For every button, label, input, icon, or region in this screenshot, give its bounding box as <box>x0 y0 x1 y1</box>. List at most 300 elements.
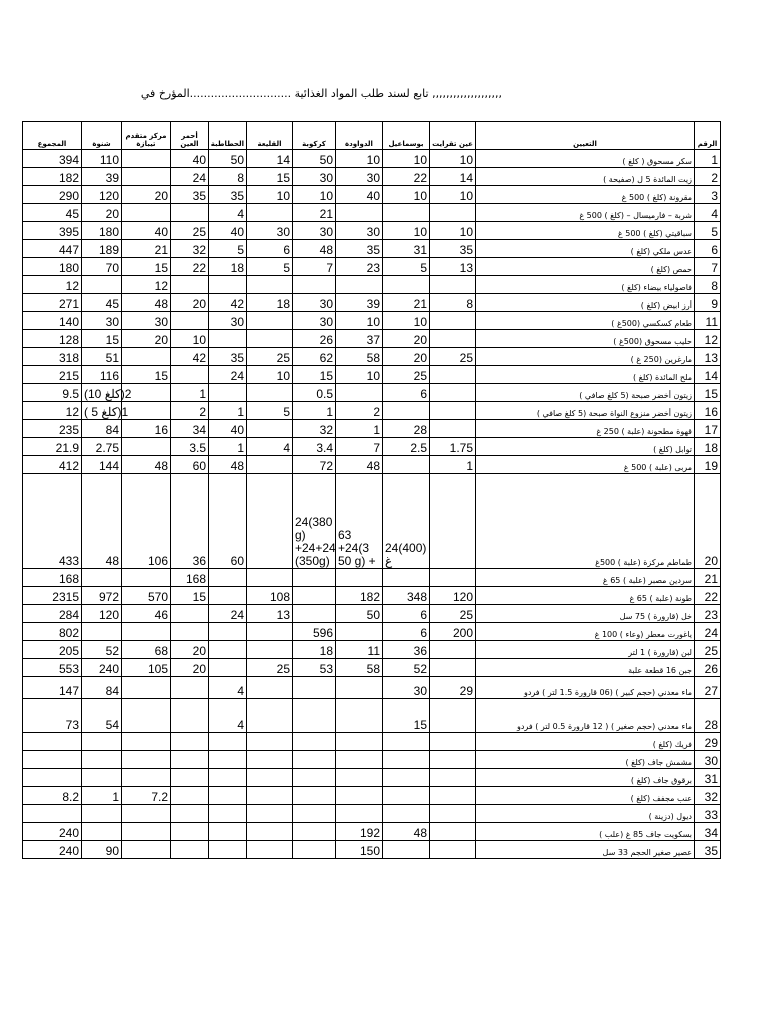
cell-item: مارغرين (250 غ ) <box>476 348 695 366</box>
cell-tagurait <box>430 366 476 384</box>
cell-kraouia: 30 <box>293 312 336 330</box>
cell-item: برقوق جاف (كلغ ) <box>476 769 695 787</box>
cell-douaouda: 63 +24(3 50 g) + <box>336 474 383 569</box>
cell-total: 394 <box>23 150 82 168</box>
cell-markaz <box>122 677 171 699</box>
cell-douaouda: 23 <box>336 258 383 276</box>
cell-ahmar <box>171 366 209 384</box>
table-row <box>23 641 721 659</box>
cell-douaouda <box>336 569 383 587</box>
cell-tagurait <box>430 641 476 659</box>
cell-tatlatla <box>209 587 247 605</box>
cell-kraouia <box>293 787 336 805</box>
cell-qlaia: 6 <box>247 240 293 258</box>
cell-total: 553 <box>23 659 82 677</box>
cell-tagurait: 25 <box>430 348 476 366</box>
cell-index: 20 <box>695 474 721 569</box>
cell-total: 12 <box>23 402 82 420</box>
cell-qlaia: 5 <box>247 258 293 276</box>
cell-bouismail: 24(400) غ <box>383 474 430 569</box>
cell-kraouia: 18 <box>293 641 336 659</box>
cell-tagurait: 200 <box>430 623 476 641</box>
cell-douaouda <box>336 769 383 787</box>
cell-item: عدس ملكي (كلغ ) <box>476 240 695 258</box>
cell-total: 73 <box>23 699 82 733</box>
cell-markaz: 16 <box>122 420 171 438</box>
cell-ahmar: 22 <box>171 258 209 276</box>
cell-total: 182 <box>23 168 82 186</box>
cell-tagurait <box>430 751 476 769</box>
cell-shanoua <box>82 823 122 841</box>
cell-index: 19 <box>695 456 721 474</box>
cell-markaz: 48 <box>122 456 171 474</box>
cell-index: 34 <box>695 823 721 841</box>
cell-ahmar <box>171 699 209 733</box>
cell-markaz: 7.2 <box>122 787 171 805</box>
cell-bouismail: 36 <box>383 641 430 659</box>
cell-douaouda: 30 <box>336 222 383 240</box>
cell-tatlatla: 42 <box>209 294 247 312</box>
cell-qlaia <box>247 805 293 823</box>
cell-qlaia <box>247 420 293 438</box>
cell-bouismail: 52 <box>383 659 430 677</box>
cell-douaouda: 7 <box>336 438 383 456</box>
cell-douaouda <box>336 276 383 294</box>
cell-bouismail: 48 <box>383 823 430 841</box>
table-row <box>23 805 721 823</box>
cell-markaz <box>122 805 171 823</box>
cell-qlaia: 25 <box>247 348 293 366</box>
cell-shanoua: 15 <box>82 330 122 348</box>
cell-douaouda <box>336 623 383 641</box>
cell-total: 147 <box>23 677 82 699</box>
cell-kraouia: 30 <box>293 168 336 186</box>
cell-tatlatla: 4 <box>209 699 247 733</box>
cell-shanoua: 120 <box>82 605 122 623</box>
cell-shanoua: 180 <box>82 222 122 240</box>
table-row <box>23 623 721 641</box>
cell-index: 2 <box>695 168 721 186</box>
cell-index: 1 <box>695 150 721 168</box>
cell-shanoua: 52 <box>82 641 122 659</box>
cell-ahmar <box>171 841 209 859</box>
cell-total: 12 <box>23 276 82 294</box>
cell-qlaia: 15 <box>247 168 293 186</box>
cell-bouismail: 10 <box>383 312 430 330</box>
table-row <box>23 330 721 348</box>
cell-ahmar <box>171 677 209 699</box>
table-row <box>23 474 721 569</box>
cell-index: 33 <box>695 805 721 823</box>
cell-tagurait <box>430 402 476 420</box>
cell-ahmar: 34 <box>171 420 209 438</box>
cell-qlaia <box>247 276 293 294</box>
cell-item: طماطم مركزة (علبة ) 500غ <box>476 474 695 569</box>
cell-tagurait: 13 <box>430 258 476 276</box>
cell-total: 412 <box>23 456 82 474</box>
cell-tagurait: 25 <box>430 605 476 623</box>
cell-total: 215 <box>23 366 82 384</box>
table-row <box>23 348 721 366</box>
cell-kraouia: 7 <box>293 258 336 276</box>
cell-douaouda <box>336 384 383 402</box>
cell-ahmar: 36 <box>171 474 209 569</box>
table-row <box>23 659 721 677</box>
cell-douaouda: 35 <box>336 240 383 258</box>
cell-bouismail <box>383 769 430 787</box>
cell-kraouia: 32 <box>293 420 336 438</box>
cell-markaz <box>122 699 171 733</box>
cell-total: 205 <box>23 641 82 659</box>
cell-markaz: 20 <box>122 330 171 348</box>
cell-item: لبن (قارورة ) 1 لتر <box>476 641 695 659</box>
table-row <box>23 699 721 733</box>
cell-index: 12 <box>695 330 721 348</box>
table-row <box>23 366 721 384</box>
cell-total: 447 <box>23 240 82 258</box>
header-total: المجموع <box>23 122 82 150</box>
cell-tatlatla: 48 <box>209 456 247 474</box>
cell-markaz: 570 <box>122 587 171 605</box>
cell-bouismail: 21 <box>383 294 430 312</box>
cell-tatlatla: 60 <box>209 474 247 569</box>
cell-total: 318 <box>23 348 82 366</box>
cell-markaz <box>122 769 171 787</box>
cell-tatlatla <box>209 623 247 641</box>
page-title: ,,,,,,,,,,,,,,,,,,,, تابع لسند طلب المواد الغذائية .............................المؤرخ في <box>140 87 502 100</box>
cell-shanoua <box>82 769 122 787</box>
cell-tagurait <box>430 659 476 677</box>
cell-kraouia: 48 <box>293 240 336 258</box>
cell-shanoua: 39 <box>82 168 122 186</box>
cell-item: زيتون أخضر منزوع النواة صبحة (5 كلغ صافي ) <box>476 402 695 420</box>
cell-douaouda: 40 <box>336 186 383 204</box>
cell-index: 4 <box>695 204 721 222</box>
cell-tatlatla: 30 <box>209 312 247 330</box>
cell-kraouia <box>293 733 336 751</box>
cell-douaouda <box>336 733 383 751</box>
header-douaouda: الدواودة <box>336 122 383 150</box>
table-row <box>23 677 721 699</box>
cell-kraouia <box>293 605 336 623</box>
requisition-table <box>22 121 721 859</box>
cell-item: سباقيتي (كلغ ) 500 غ <box>476 222 695 240</box>
cell-kraouia: 1 <box>293 402 336 420</box>
cell-qlaia: 25 <box>247 659 293 677</box>
cell-kraouia <box>293 699 336 733</box>
cell-bouismail: 6 <box>383 605 430 623</box>
table-row <box>23 186 721 204</box>
header-bouismail: بوسماعيل <box>383 122 430 150</box>
cell-ahmar: 2 <box>171 402 209 420</box>
cell-shanoua: 70 <box>82 258 122 276</box>
cell-tatlatla: 24 <box>209 605 247 623</box>
cell-tatlatla: 35 <box>209 186 247 204</box>
cell-markaz <box>122 751 171 769</box>
cell-item: مربى (علبة ) 500 غ <box>476 456 695 474</box>
cell-douaouda <box>336 677 383 699</box>
cell-bouismail: 15 <box>383 699 430 733</box>
cell-item: خل (قارورة ) 75 سل <box>476 605 695 623</box>
cell-tatlatla <box>209 276 247 294</box>
cell-douaouda <box>336 751 383 769</box>
cell-index: 27 <box>695 677 721 699</box>
cell-kraouia: 50 <box>293 150 336 168</box>
cell-markaz <box>122 402 171 420</box>
cell-bouismail <box>383 841 430 859</box>
cell-markaz: 46 <box>122 605 171 623</box>
cell-qlaia: 13 <box>247 605 293 623</box>
cell-markaz: 20 <box>122 186 171 204</box>
cell-markaz: 105 <box>122 659 171 677</box>
cell-tagurait: 1 <box>430 456 476 474</box>
cell-ahmar: 60 <box>171 456 209 474</box>
cell-markaz: 68 <box>122 641 171 659</box>
cell-tagurait <box>430 733 476 751</box>
cell-item: جبن 16 قطعة علبة <box>476 659 695 677</box>
cell-tagurait <box>430 841 476 859</box>
table-row <box>23 222 721 240</box>
header-shanoua: شنوة <box>82 122 122 150</box>
cell-ahmar <box>171 751 209 769</box>
cell-shanoua: ( كلغ 5)1 <box>82 402 122 420</box>
cell-item: فريك (كلغ ) <box>476 733 695 751</box>
header-tatlatla: الحطاطبة <box>209 122 247 150</box>
cell-tatlatla: 8 <box>209 168 247 186</box>
table-row <box>23 841 721 859</box>
cell-item: توابل (كلغ ) <box>476 438 695 456</box>
cell-kraouia <box>293 677 336 699</box>
cell-kraouia: 21 <box>293 204 336 222</box>
cell-bouismail: 20 <box>383 330 430 348</box>
cell-tatlatla: 24 <box>209 366 247 384</box>
cell-ahmar: 20 <box>171 641 209 659</box>
cell-ahmar: 15 <box>171 587 209 605</box>
cell-index: 25 <box>695 641 721 659</box>
cell-kraouia <box>293 805 336 823</box>
table-row <box>23 150 721 168</box>
table-row <box>23 258 721 276</box>
table-row <box>23 769 721 787</box>
cell-kraouia <box>293 823 336 841</box>
cell-total: 240 <box>23 823 82 841</box>
cell-ahmar <box>171 276 209 294</box>
cell-qlaia: 30 <box>247 222 293 240</box>
cell-qlaia <box>247 769 293 787</box>
cell-bouismail: 22 <box>383 168 430 186</box>
cell-shanoua <box>82 805 122 823</box>
cell-markaz <box>122 823 171 841</box>
cell-item: عنب مجفف (كلغ ) <box>476 787 695 805</box>
table-row <box>23 587 721 605</box>
cell-item: مشمش جاف (كلغ ) <box>476 751 695 769</box>
cell-qlaia: 4 <box>247 438 293 456</box>
cell-ahmar: 20 <box>171 294 209 312</box>
cell-total: 21.9 <box>23 438 82 456</box>
cell-index: 5 <box>695 222 721 240</box>
cell-ahmar <box>171 204 209 222</box>
cell-item: زيت المائدة 5 ل (صفيحة ) <box>476 168 695 186</box>
cell-kraouia <box>293 587 336 605</box>
cell-shanoua: 84 <box>82 420 122 438</box>
cell-qlaia <box>247 204 293 222</box>
table-row <box>23 823 721 841</box>
cell-item: شربة – فارميسال – (كلغ ) 500 غ <box>476 204 695 222</box>
cell-item: مقرونة (كلغ ) 500 غ <box>476 186 695 204</box>
header-qlaia: القليعة <box>247 122 293 150</box>
cell-markaz <box>122 348 171 366</box>
cell-bouismail <box>383 402 430 420</box>
cell-shanoua: 120 <box>82 186 122 204</box>
cell-shanoua: 144 <box>82 456 122 474</box>
table-row <box>23 384 721 402</box>
cell-tatlatla <box>209 841 247 859</box>
cell-qlaia <box>247 823 293 841</box>
cell-tagurait: 10 <box>430 222 476 240</box>
cell-bouismail: 10 <box>383 222 430 240</box>
cell-ahmar: 35 <box>171 186 209 204</box>
cell-total: 168 <box>23 569 82 587</box>
cell-douaouda <box>336 805 383 823</box>
cell-total <box>23 733 82 751</box>
cell-shanoua: 240 <box>82 659 122 677</box>
cell-index: 16 <box>695 402 721 420</box>
cell-kraouia: 72 <box>293 456 336 474</box>
cell-total: 235 <box>23 420 82 438</box>
cell-tatlatla: 50 <box>209 150 247 168</box>
cell-douaouda: 48 <box>336 456 383 474</box>
cell-kraouia: 30 <box>293 222 336 240</box>
cell-tagurait <box>430 384 476 402</box>
cell-tagurait: 35 <box>430 240 476 258</box>
cell-item: فاصولياء بيضاء (كلغ ) <box>476 276 695 294</box>
cell-qlaia <box>247 474 293 569</box>
cell-shanoua: 189 <box>82 240 122 258</box>
cell-index: 17 <box>695 420 721 438</box>
cell-index: 31 <box>695 769 721 787</box>
cell-tatlatla: 40 <box>209 420 247 438</box>
cell-bouismail: 348 <box>383 587 430 605</box>
cell-index: 18 <box>695 438 721 456</box>
cell-index: 23 <box>695 605 721 623</box>
cell-tagurait <box>430 420 476 438</box>
table-row <box>23 569 721 587</box>
cell-shanoua: 1 <box>82 787 122 805</box>
cell-tatlatla: 4 <box>209 677 247 699</box>
cell-index: 3 <box>695 186 721 204</box>
cell-ahmar: 42 <box>171 348 209 366</box>
cell-ahmar: 168 <box>171 569 209 587</box>
cell-shanoua: (كلغ 10)2 <box>82 384 122 402</box>
header-ahmar: أحمر العين <box>171 122 209 150</box>
cell-tatlatla: 5 <box>209 240 247 258</box>
cell-markaz <box>122 438 171 456</box>
cell-markaz <box>122 841 171 859</box>
cell-bouismail: 20 <box>383 348 430 366</box>
cell-douaouda: 182 <box>336 587 383 605</box>
cell-item: طونة (علبة ) 65 غ <box>476 587 695 605</box>
cell-qlaia: 18 <box>247 294 293 312</box>
header-kraouia: كركوبة <box>293 122 336 150</box>
cell-qlaia <box>247 787 293 805</box>
cell-tagurait <box>430 312 476 330</box>
table-row <box>23 294 721 312</box>
header-item: التعيين <box>476 122 695 150</box>
cell-douaouda: 2 <box>336 402 383 420</box>
cell-douaouda <box>336 787 383 805</box>
cell-shanoua: 84 <box>82 677 122 699</box>
cell-qlaia <box>247 456 293 474</box>
cell-total: 45 <box>23 204 82 222</box>
cell-index: 26 <box>695 659 721 677</box>
cell-ahmar: 10 <box>171 330 209 348</box>
cell-shanoua: 54 <box>82 699 122 733</box>
cell-douaouda: 58 <box>336 348 383 366</box>
cell-tatlatla <box>209 769 247 787</box>
cell-total: 128 <box>23 330 82 348</box>
table-header-row <box>23 122 721 150</box>
cell-qlaia <box>247 699 293 733</box>
cell-kraouia <box>293 841 336 859</box>
header-markaz: مركز متقدم تيبازة <box>122 122 171 150</box>
cell-index: 32 <box>695 787 721 805</box>
cell-markaz: 30 <box>122 312 171 330</box>
table-row <box>23 420 721 438</box>
cell-item: حمص (كلغ ) <box>476 258 695 276</box>
cell-douaouda: 10 <box>336 150 383 168</box>
table-row <box>23 276 721 294</box>
cell-item: قهوة مطحونة (علبة ) 250 غ <box>476 420 695 438</box>
cell-ahmar: 40 <box>171 150 209 168</box>
cell-ahmar <box>171 805 209 823</box>
cell-bouismail <box>383 276 430 294</box>
cell-tatlatla: 35 <box>209 348 247 366</box>
cell-qlaia <box>247 569 293 587</box>
cell-shanoua <box>82 733 122 751</box>
cell-douaouda: 11 <box>336 641 383 659</box>
cell-tagurait: 1.75 <box>430 438 476 456</box>
cell-shanoua <box>82 751 122 769</box>
cell-kraouia: 596 <box>293 623 336 641</box>
cell-ahmar: 32 <box>171 240 209 258</box>
cell-kraouia: 10 <box>293 186 336 204</box>
cell-qlaia <box>247 384 293 402</box>
cell-tatlatla <box>209 805 247 823</box>
cell-kraouia: 24(380 g) +24+24 (350g) <box>293 474 336 569</box>
cell-item: زيتون أخضر صبحة (5 كلغ صافي ) <box>476 384 695 402</box>
cell-douaouda: 58 <box>336 659 383 677</box>
cell-shanoua <box>82 623 122 641</box>
cell-tatlatla: 1 <box>209 438 247 456</box>
cell-index: 8 <box>695 276 721 294</box>
cell-item: ماء معدني (حجم صغير ) ( 12 قارورة 0.5 لتر ) فردو <box>476 699 695 733</box>
cell-tatlatla <box>209 384 247 402</box>
cell-item: سردين مصبر (علبة ) 65 غ <box>476 569 695 587</box>
cell-shanoua: 2.75 <box>82 438 122 456</box>
cell-qlaia <box>247 623 293 641</box>
cell-total: 395 <box>23 222 82 240</box>
cell-total <box>23 805 82 823</box>
cell-bouismail <box>383 204 430 222</box>
cell-ahmar <box>171 605 209 623</box>
cell-qlaia <box>247 312 293 330</box>
cell-tatlatla <box>209 330 247 348</box>
table-row <box>23 733 721 751</box>
cell-kraouia: 3.4 <box>293 438 336 456</box>
table-row <box>23 312 721 330</box>
cell-ahmar: 25 <box>171 222 209 240</box>
cell-item: بسكويت جاف 85 غ (علب ) <box>476 823 695 841</box>
